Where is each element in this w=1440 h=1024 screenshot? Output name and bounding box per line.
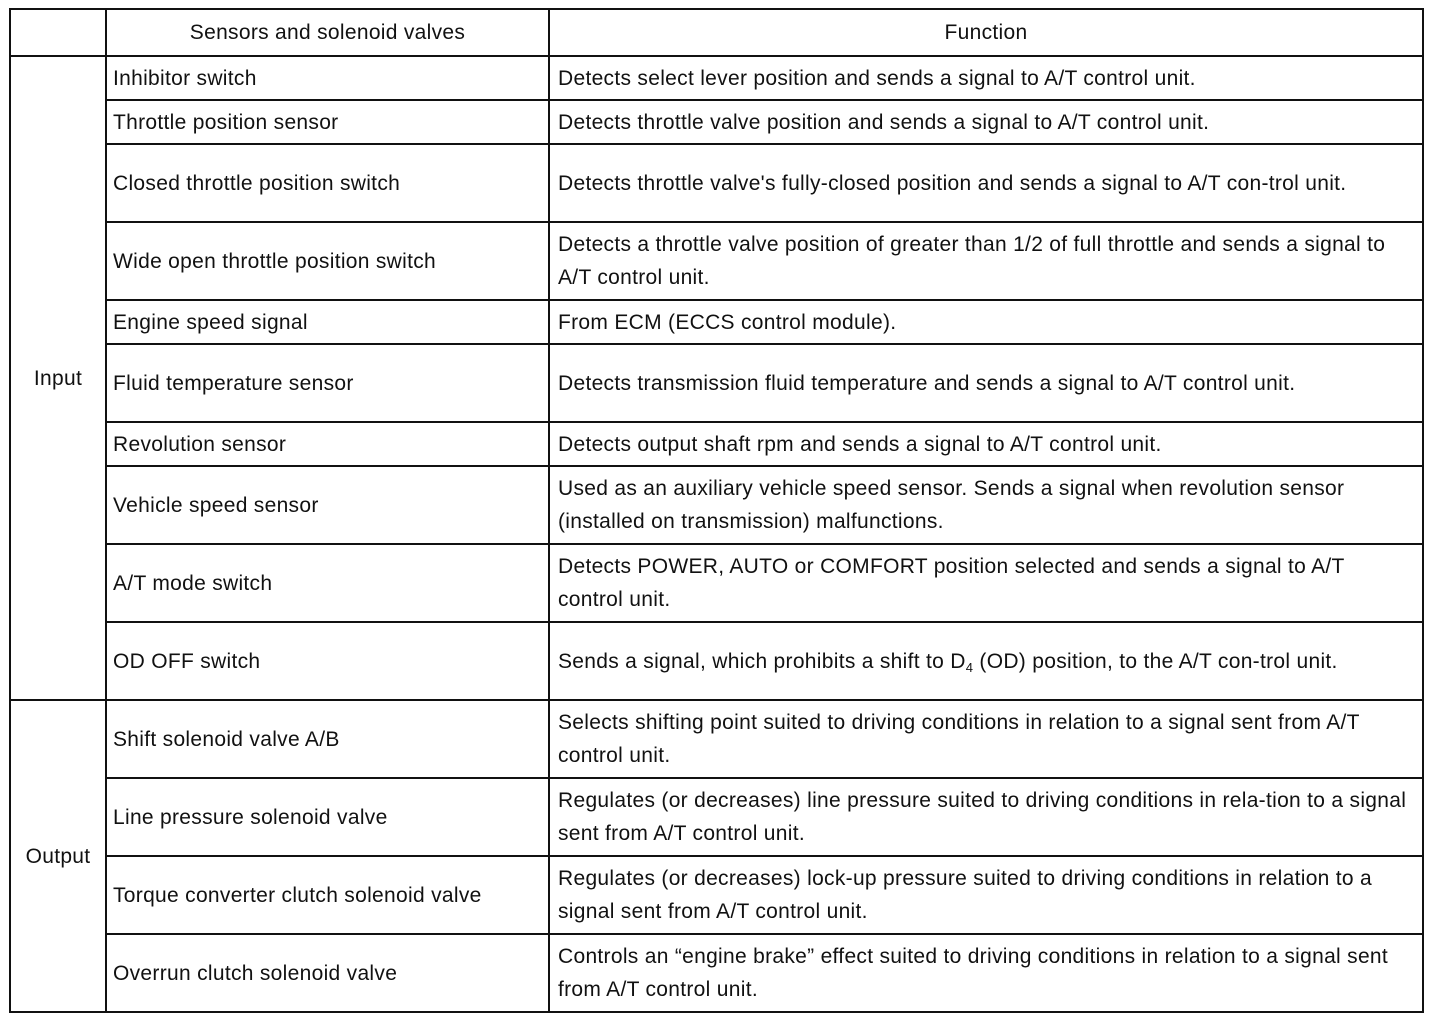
table-header-row bbox=[10, 9, 1423, 56]
table-row bbox=[10, 466, 1423, 544]
component-name: Overrun clutch solenoid valve bbox=[106, 934, 549, 1012]
table-row bbox=[10, 56, 1423, 100]
component-name: Throttle position sensor bbox=[106, 100, 549, 144]
component-function: Selects shifting point suited to driving conditions in relation to a signal sent from A/T control unit. bbox=[549, 700, 1423, 778]
table-row bbox=[10, 700, 1423, 778]
header-group-cell bbox=[10, 9, 106, 56]
component-function: Detects POWER, AUTO or COMFORT position selected and sends a signal to A/T control unit. bbox=[549, 544, 1423, 622]
component-name: OD OFF switch bbox=[106, 622, 549, 700]
component-function: Detects select lever position and sends a signal to A/T control unit. bbox=[549, 56, 1423, 100]
component-function: Detects transmission fluid temperature and sends a signal to A/T control unit. bbox=[549, 344, 1423, 422]
component-name: Fluid temperature sensor bbox=[106, 344, 549, 422]
component-function: Detects throttle valve position and sends a signal to A/T control unit. bbox=[549, 100, 1423, 144]
group-output-label: Output bbox=[10, 700, 106, 1012]
table-row bbox=[10, 934, 1423, 1012]
table-row bbox=[10, 778, 1423, 856]
component-function: Detects throttle valve's fully-closed position and sends a signal to A/T con-trol unit. bbox=[549, 144, 1423, 222]
table-row bbox=[10, 222, 1423, 300]
function-text-subscript: 4 bbox=[965, 659, 974, 675]
component-function: Used as an auxiliary vehicle speed sensor. Sends a signal when revolution sensor (installed on transmission) malfunctions. bbox=[549, 466, 1423, 544]
table-row bbox=[10, 856, 1423, 934]
function-text-after: (OD) position, to the A/T con-trol unit. bbox=[973, 649, 1338, 673]
component-name: Closed throttle position switch bbox=[106, 144, 549, 222]
function-text-before: Sends a signal, which prohibits a shift to D bbox=[558, 649, 966, 673]
component-function bbox=[549, 622, 1423, 700]
component-name: Inhibitor switch bbox=[106, 56, 549, 100]
component-name: Torque converter clutch solenoid valve bbox=[106, 856, 549, 934]
table-row bbox=[10, 100, 1423, 144]
component-name: Wide open throttle position switch bbox=[106, 222, 549, 300]
component-function: Detects output shaft rpm and sends a signal to A/T control unit. bbox=[549, 422, 1423, 466]
component-function: Controls an “engine brake” effect suited to driving conditions in relation to a signal sent from A/T control unit. bbox=[549, 934, 1423, 1012]
table-row bbox=[10, 422, 1423, 466]
component-name: Vehicle speed sensor bbox=[106, 466, 549, 544]
component-function: Detects a throttle valve position of greater than 1/2 of full throttle and sends a signal to A/T control unit. bbox=[549, 222, 1423, 300]
component-name: Line pressure solenoid valve bbox=[106, 778, 549, 856]
table-row bbox=[10, 622, 1423, 700]
sensor-function-table bbox=[9, 8, 1424, 1013]
component-name: A/T mode switch bbox=[106, 544, 549, 622]
component-name: Shift solenoid valve A/B bbox=[106, 700, 549, 778]
component-name: Revolution sensor bbox=[106, 422, 549, 466]
group-input-label: Input bbox=[10, 56, 106, 700]
component-function: Regulates (or decreases) line pressure suited to driving conditions in rela-tion to a signal sent from A/T control unit. bbox=[549, 778, 1423, 856]
component-function: Regulates (or decreases) lock-up pressure suited to driving conditions in relation to a signal sent from A/T control unit. bbox=[549, 856, 1423, 934]
table-row bbox=[10, 144, 1423, 222]
header-sensors-solenoid-valves: Sensors and solenoid valves bbox=[106, 9, 549, 56]
table-row bbox=[10, 300, 1423, 344]
header-function: Function bbox=[549, 9, 1423, 56]
table-row bbox=[10, 544, 1423, 622]
table-row bbox=[10, 344, 1423, 422]
component-name: Engine speed signal bbox=[106, 300, 549, 344]
component-function: From ECM (ECCS control module). bbox=[549, 300, 1423, 344]
